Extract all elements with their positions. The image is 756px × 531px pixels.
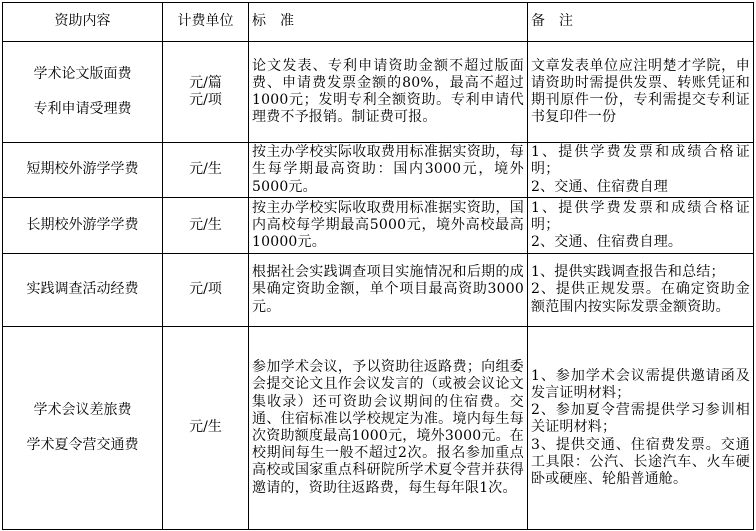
table-row bbox=[3, 254, 754, 327]
header-standard: 标 准 bbox=[249, 3, 528, 42]
item-cell bbox=[3, 254, 163, 327]
header-unit: 计费单位 bbox=[163, 3, 249, 42]
item-cell bbox=[3, 198, 163, 254]
standard-cell: 论文发表、专利申请资助金额不超过版面费、申请费发票金额的80%，最高不超过1000元；发明专利全额资助。专利申请代理费不予报销。制证费可报。 bbox=[249, 42, 528, 143]
item-name: 学术论文版面费 bbox=[33, 66, 132, 83]
standard-cell: 根据社会实践调查项目实施情况和后期的成果确定资助金额，单个项目最高资助3000元。 bbox=[249, 254, 528, 327]
unit-cell bbox=[163, 327, 249, 530]
unit-value: 元/项 bbox=[189, 281, 222, 298]
unit-cell bbox=[163, 42, 249, 143]
standard-cell: 参加学术会议，予以资助往返路费；向组委会提交论文且作会议发言的（或被会议论文集收录）还可资助会议期间的住宿费。交通、住宿标准以学校规定为准。境内每生每次资助额度最高1000元，境外3000元。在校期间每生一般不超过2次。报名参加重点高校或国家重点科研院所学术夏令营并获得邀请的，资助往返路费，每生每年限1次。 bbox=[249, 327, 528, 530]
item-name: 学术会议差旅费 bbox=[33, 402, 132, 419]
item-name: 短期校外游学学费 bbox=[26, 161, 139, 178]
unit-cell bbox=[163, 198, 249, 254]
remark-cell: 1、提供学费发票和成绩合格证明； 2、交通、住宿费自理。 bbox=[528, 198, 754, 254]
unit-value: 元/生 bbox=[189, 216, 222, 233]
unit-value: 元/篇 bbox=[189, 74, 222, 91]
standard-cell: 按主办学校实际收取费用标准据实资助，每生每学期最高资助：国内3000元，境外5000元。 bbox=[249, 143, 528, 198]
standard-cell: 按主办学校实际收取费用标准据实资助，国内高校每学期最高5000元，境外高校最高10000元。 bbox=[249, 198, 528, 254]
item-name: 长期校外游学学费 bbox=[26, 216, 139, 233]
table-row bbox=[3, 327, 754, 530]
table-row bbox=[3, 42, 754, 143]
unit-value: 元/生 bbox=[189, 419, 222, 436]
table-row bbox=[3, 143, 754, 198]
item-cell bbox=[3, 143, 163, 198]
item-name: 实践调查活动经费 bbox=[26, 281, 139, 298]
item-name: 学术夏令营交通费 bbox=[26, 436, 139, 453]
remark-cell: 1、提供实践调查报告和总结； 2、提供正规发票。在确定资助金额范围内按实际发票金额资助。 bbox=[528, 254, 754, 327]
header-item: 资助内容 bbox=[3, 3, 163, 42]
table-header-row bbox=[3, 3, 754, 42]
remark-cell: 文章发表单位应注明楚才学院，申请资助时需提供发票、转账凭证和期刊原件一份，专利需提交专利证书复印件一份 bbox=[528, 42, 754, 143]
remark-cell: 1、提供学费发票和成绩合格证明； 2、交通、住宿费自理 bbox=[528, 143, 754, 198]
fee-table bbox=[2, 2, 754, 530]
item-cell bbox=[3, 42, 163, 143]
unit-cell bbox=[163, 254, 249, 327]
item-name: 专利申请受理费 bbox=[33, 100, 132, 117]
item-cell bbox=[3, 327, 163, 530]
unit-cell bbox=[163, 143, 249, 198]
table-row bbox=[3, 198, 754, 254]
remark-cell: 1、参加学术会议需提供邀请函及发言证明材料； 2、参加夏令营需提供学习参训相关证明材料； 3、提供交通、住宿费发票。交通工具限：公汽、长途汽车、火车硬卧或硬座、轮船普通舱。 bbox=[528, 327, 754, 530]
unit-value: 元/项 bbox=[189, 92, 222, 108]
unit-value: 元/生 bbox=[189, 161, 222, 178]
header-remark: 备 注 bbox=[528, 3, 754, 42]
